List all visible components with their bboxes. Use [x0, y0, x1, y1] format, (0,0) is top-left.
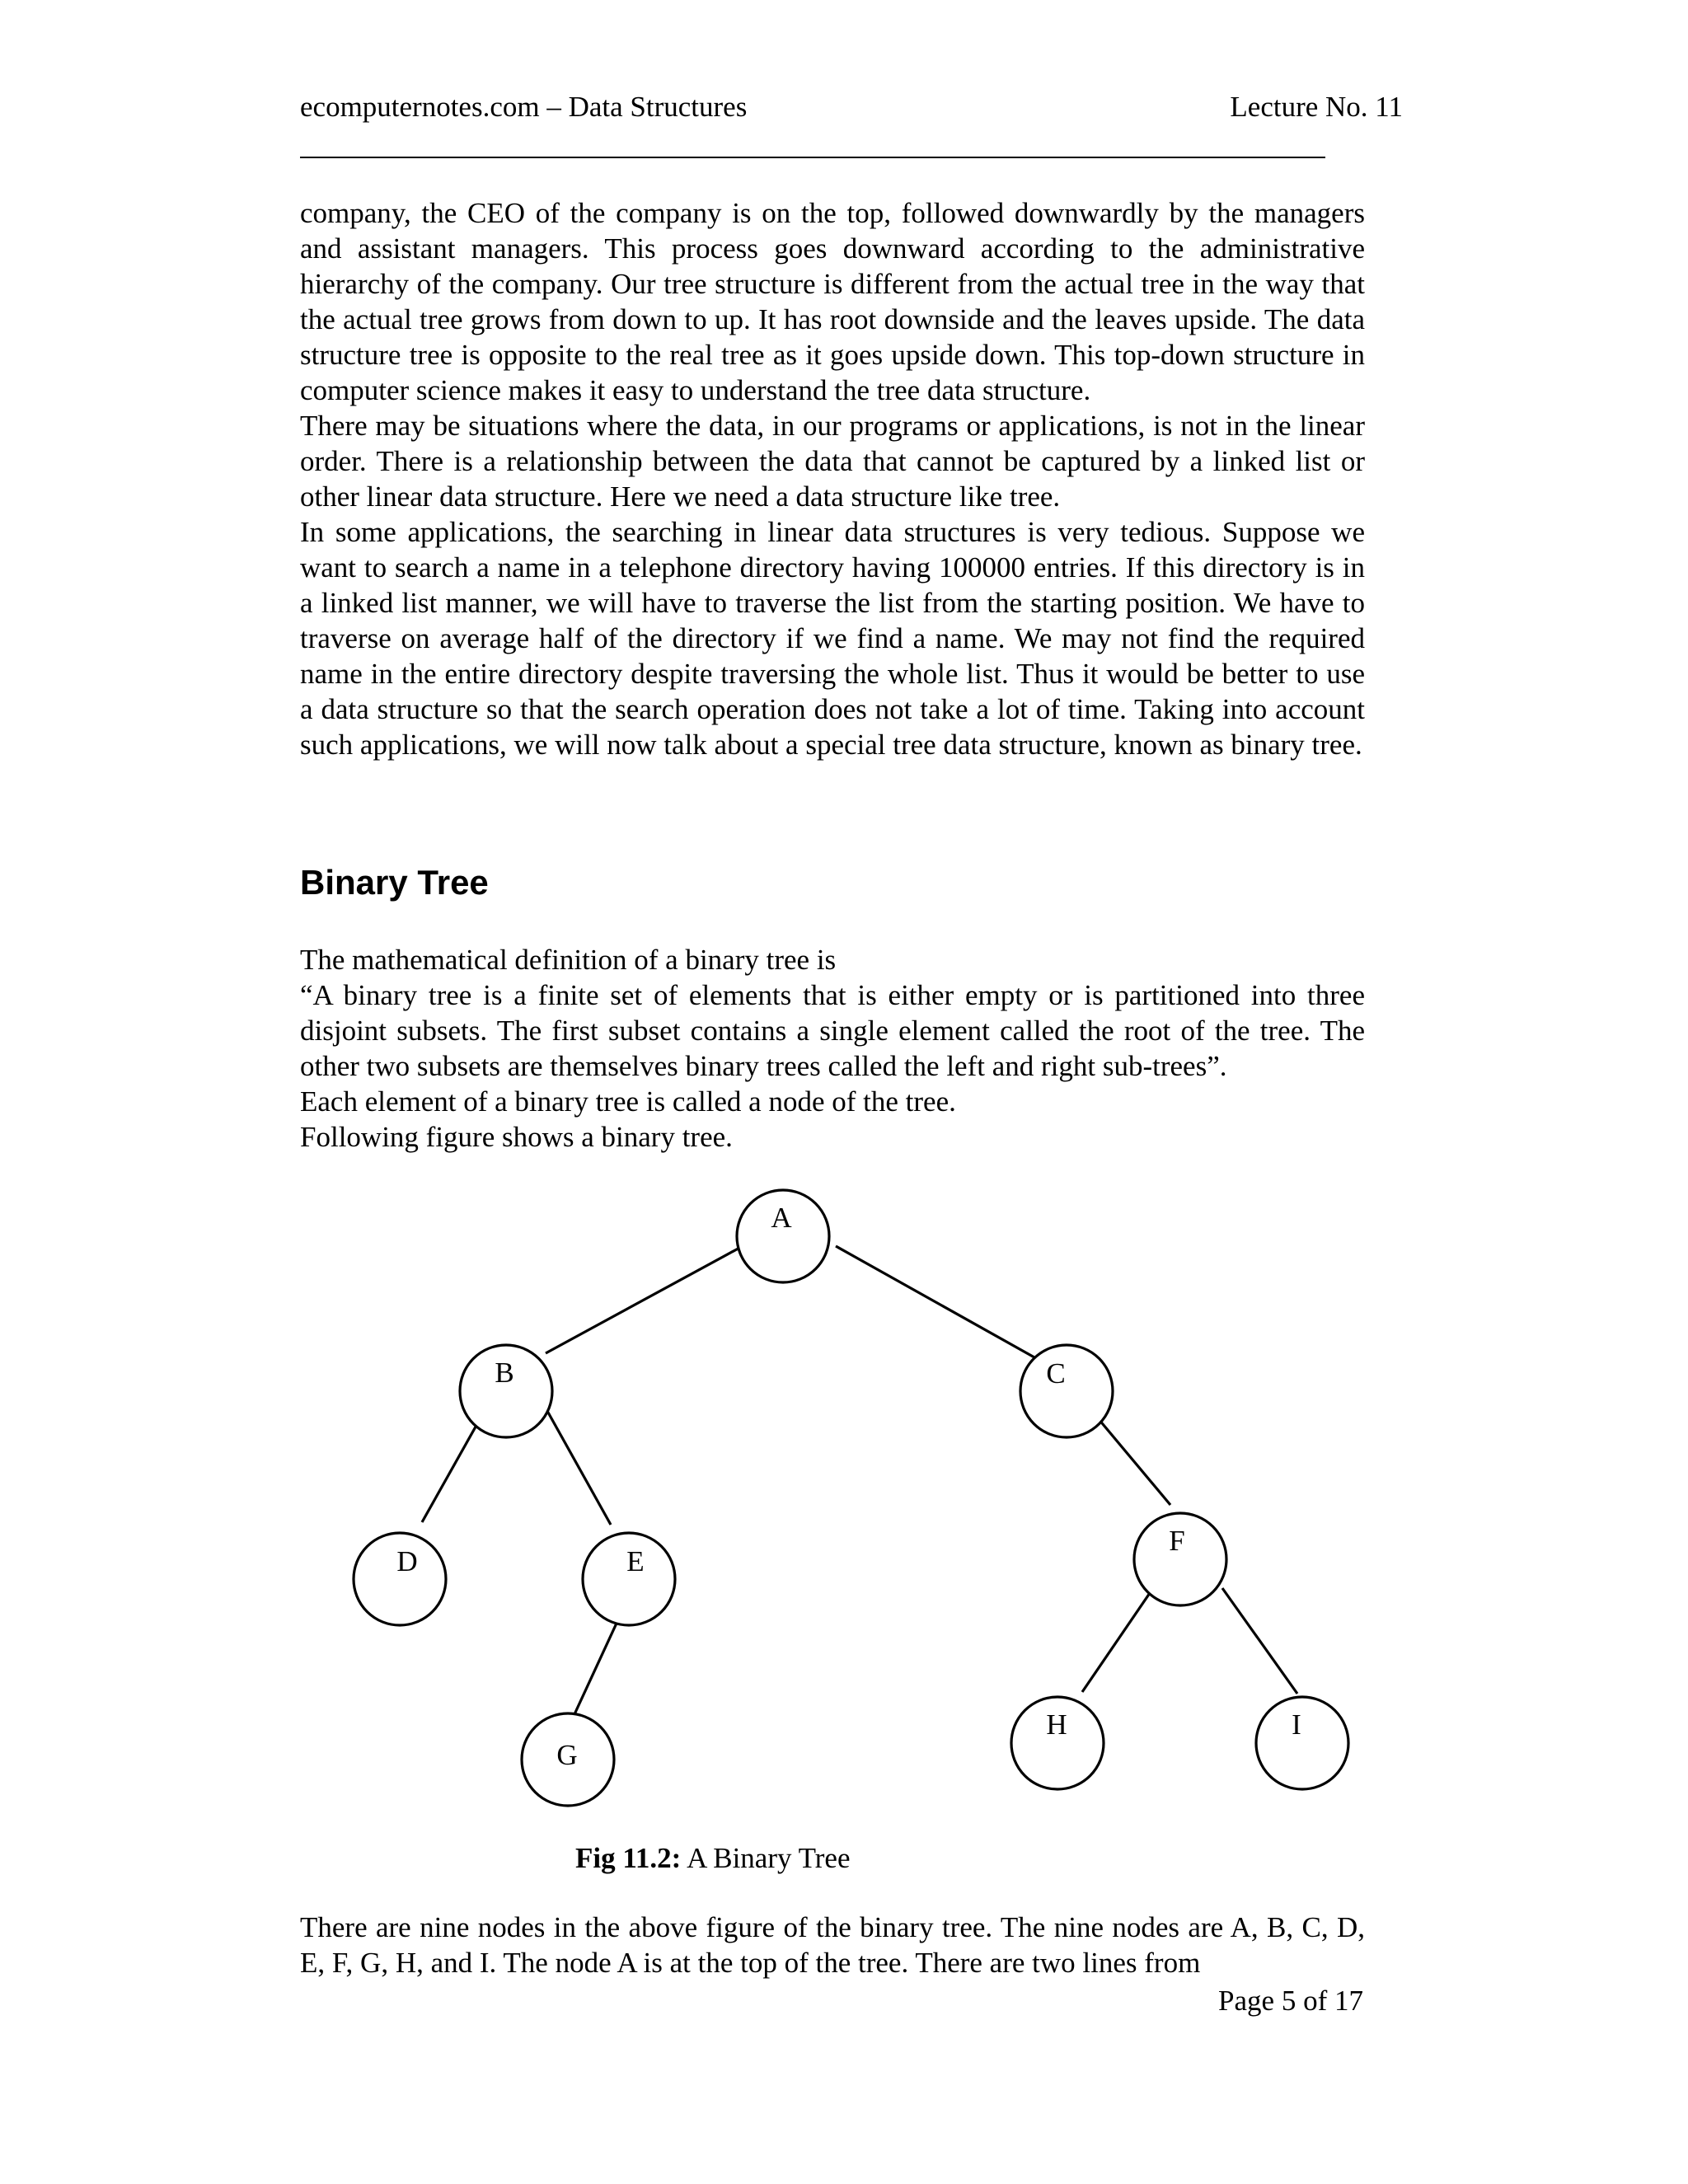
tree-edge-b-e: [547, 1411, 611, 1525]
header-lecture-number: Lecture No. 11: [1230, 91, 1403, 123]
header-source: ecomputernotes.com – Data Structures: [300, 91, 748, 123]
paragraph-tree-hierarchy: company, the CEO of the company is on the top, followed downwardly by the managers and assistant managers. This process goes downward according to the administrative hierarchy of the company. Our tree structure is different from the actual tree in the way that the actual tree grows from down to up. It has root downside and the leaves upside. The data structure tree is opposite to the real tree as it goes upside down. This top-down structure in computer science makes it easy to understand the tree data structure.: [300, 197, 1365, 406]
tree-edge-f-i: [1222, 1588, 1297, 1694]
paragraph-definition-intro: The mathematical definition of a binary tree is: [300, 944, 837, 976]
tree-node-label: F: [1169, 1525, 1185, 1557]
tree-edge-f-h: [1082, 1591, 1151, 1692]
section-title: Binary Tree: [300, 863, 489, 902]
tree-edge-c-f: [1099, 1419, 1170, 1505]
tree-node-label: H: [1046, 1708, 1067, 1741]
tree-node-label: B: [495, 1357, 514, 1389]
tree-node: [1020, 1345, 1113, 1437]
tree-edges: [422, 1246, 1297, 1714]
paragraph-figure-intro: Following figure shows a binary tree.: [300, 1121, 733, 1153]
figure-caption-text: A Binary Tree: [681, 1842, 851, 1874]
tree-node-label: E: [626, 1545, 645, 1577]
tree-node: [583, 1533, 675, 1625]
tree-edge-a-c: [836, 1246, 1034, 1357]
tree-node: [1256, 1697, 1348, 1789]
paragraph-nonlinear-data: There may be situations where the data, in our programs or applications, is not in the linear order. There is a relationship between the data that cannot be captured by a linked list or other linear data structure. Here we need a data structure like tree.: [300, 410, 1365, 513]
closing-text: [300, 1910, 1365, 1980]
tree-node-label: C: [1046, 1357, 1066, 1390]
paragraph-nine-nodes: There are nine nodes in the above figure of the binary tree. The nine nodes are A, B, C, D, E, F, G, H, and I. The node A is at the top of the tree. There are two lines from: [300, 1911, 1365, 1979]
tree-nodes: [354, 1190, 1348, 1806]
page-number: Page 5 of 17: [1218, 1985, 1363, 2017]
tree-node-label: A: [771, 1202, 792, 1234]
paragraph-search-efficiency: In some applications, the searching in linear data structures is very tedious. Suppose we want to search a name in a telephone directory having 100000 entries. If this directory is in a linked list manner, we will have to traverse the list from the starting position. We have to traverse on average half of the directory if we find a name. We may not find the required name in the entire directory despite traversing the whole list. Thus it would be better to use a data structure so that the search operation does not take a lot of time. Taking into account such applications, we will now talk about a special tree data structure, known as binary tree.: [300, 516, 1365, 761]
paragraph-node-definition: Each element of a binary tree is called a node of the tree.: [300, 1085, 956, 1118]
tree-node: [522, 1713, 614, 1806]
tree-node-label: I: [1292, 1708, 1301, 1741]
tree-edge-a-b: [546, 1246, 743, 1353]
tree-node: [737, 1190, 829, 1282]
figure-caption: [575, 1840, 851, 1877]
tree-edge-e-g: [574, 1616, 620, 1714]
tree-edge-b-d: [422, 1415, 482, 1522]
tree-node: [460, 1345, 552, 1437]
tree-node-label: G: [556, 1739, 578, 1771]
tree-node-label: D: [396, 1545, 418, 1577]
figure-caption-label: Fig 11.2:: [575, 1842, 682, 1874]
tree-node: [1134, 1513, 1226, 1605]
tree-node: [1011, 1697, 1104, 1789]
tree-node: [354, 1533, 446, 1625]
paragraph-definition-quote: “A binary tree is a finite set of elements that is either empty or is partitioned into three disjoint subsets. The first subset contains a single element called the root of the tree. The other two subsets are themselves binary trees called the left and right sub-trees”.: [300, 979, 1365, 1082]
